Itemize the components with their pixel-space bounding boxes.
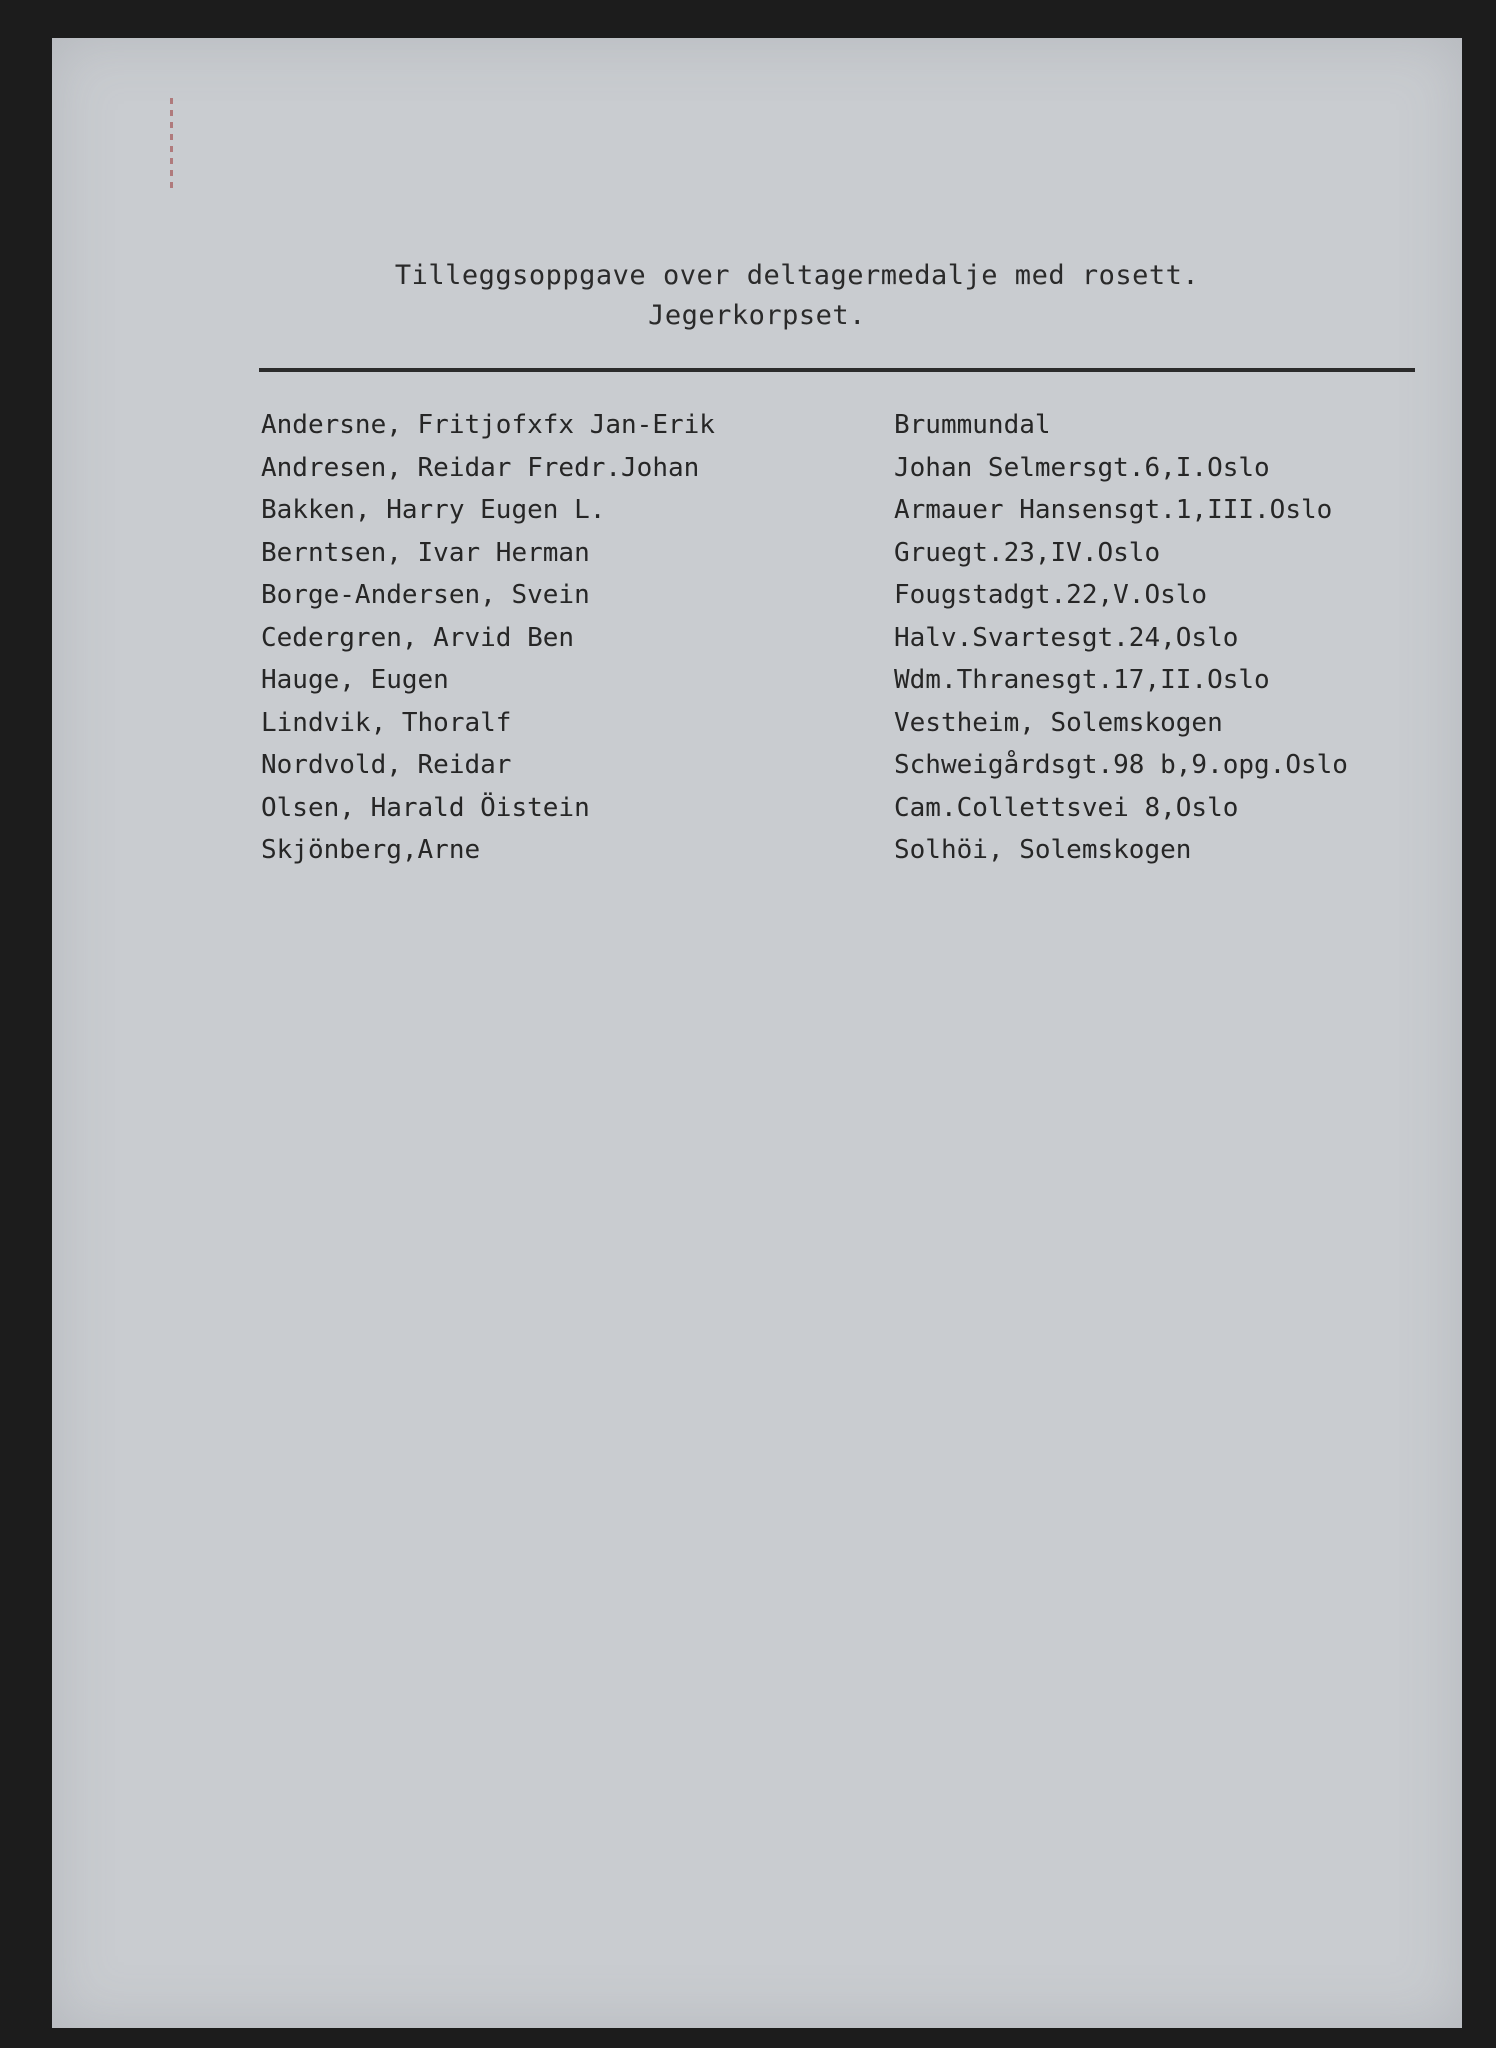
entry-name: Bakken, Harry Eugen L. — [261, 495, 606, 525]
list-item — [261, 793, 1461, 836]
entry-address: Solhöi, Solemskogen — [894, 835, 1192, 865]
list-item — [261, 623, 1461, 666]
entry-address: Cam.Collettsvei 8,Oslo — [894, 792, 1239, 823]
entry-address: Vestheim, Solemskogen — [894, 707, 1223, 738]
list-item — [261, 453, 1461, 496]
entry-name: Hauge, Eugen — [261, 665, 449, 695]
margin-mark — [170, 98, 173, 188]
entry-address: Fougstadgt.22,V.Oslo — [894, 580, 1208, 610]
entry-name: Skjönberg,Arne — [261, 835, 481, 865]
entry-name: Berntsen, Ivar Herman — [261, 537, 590, 568]
list-item — [261, 495, 1461, 538]
entry-address: Brummundal — [894, 410, 1051, 440]
entry-address: Johan Selmersgt.6,I.Oslo — [894, 452, 1270, 483]
list-item — [261, 835, 1461, 878]
entry-address: Schweigårdsgt.98 b,9.opg.Oslo — [894, 750, 1348, 780]
entry-name: Borge-Andersen, Svein — [261, 580, 590, 610]
list-item — [261, 750, 1461, 793]
entry-list — [261, 410, 1461, 878]
document-title: Tilleggsoppgave over deltagermedalje med rosett. — [394, 260, 1200, 291]
document-page — [52, 38, 1462, 2028]
entry-name: Olsen, Harald Öistein — [261, 792, 590, 823]
list-item — [261, 708, 1461, 751]
header-divider — [259, 368, 1415, 372]
list-item — [261, 538, 1461, 581]
list-item — [261, 665, 1461, 708]
document-subtitle: Jegerkorpset. — [648, 300, 866, 331]
entry-name: Lindvik, Thoralf — [261, 707, 512, 738]
list-item — [261, 410, 1461, 453]
entry-name: Andresen, Reidar Fredr.Johan — [261, 452, 700, 483]
entry-name: Andersne, Fritjofxfx Jan-Erik — [261, 410, 715, 440]
entry-address: Wdm.Thranesgt.17,II.Oslo — [894, 665, 1270, 695]
entry-address: Halv.Svartesgt.24,Oslo — [894, 622, 1239, 653]
entry-address: Gruegt.23,IV.Oslo — [894, 537, 1161, 568]
entry-name: Nordvold, Reidar — [261, 750, 512, 780]
entry-name: Cedergren, Arvid Ben — [261, 622, 575, 653]
entry-address: Armauer Hansensgt.1,III.Oslo — [894, 495, 1333, 525]
list-item — [261, 580, 1461, 623]
